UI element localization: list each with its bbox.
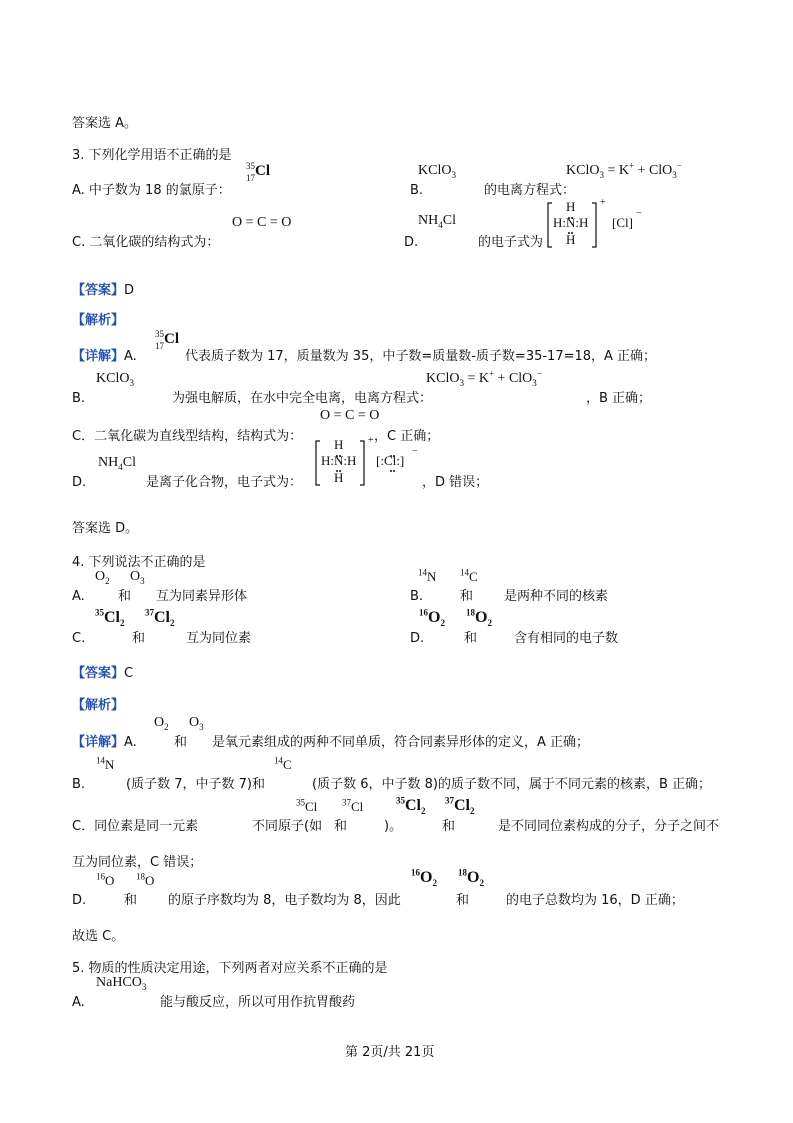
question-5-stem: 5. 物质的性质决定用途，下列两者对应关系不正确的是 — [72, 961, 388, 976]
detail-4c-line2: 互为同位素，C 错误； — [72, 855, 203, 870]
cl37-nuclide: $^{37}$Cl — [342, 797, 364, 814]
detail-4b: B. — [72, 777, 86, 792]
detail-4d: D. — [72, 893, 87, 908]
q4a-and: 和 — [118, 589, 132, 604]
o18-2-formula: $^{18}O_2$ — [466, 607, 492, 629]
c14-nuclide: $^{14}$C — [460, 567, 478, 584]
q4d-and: 和 — [464, 631, 478, 646]
detail-3a: 【详解】A. — [72, 349, 137, 364]
question-4-stem: 4. 下列说法不正确的是 — [72, 555, 206, 570]
kclo3-formula-detail: KClO$_3$ — [96, 371, 134, 388]
detail-4a-body: 是氧元素组成的两种不同单质，符合同素异形体的定义，A 正确； — [212, 735, 590, 750]
detail-3d-body: 是离子化合物，电子式为： — [146, 475, 303, 490]
nh4cl-electron-dot-correct: H H:N:H H + [:Cl:] − — [314, 438, 424, 488]
nh4cl-electron-dot-wrong: H H:N:H H + [Cl] − — [546, 200, 646, 250]
c14-nuclide-detail: $^{14}$C — [274, 755, 292, 772]
q3-option-b: B. — [410, 183, 424, 198]
o16-2-formula: $^{16}O_2$ — [419, 607, 445, 629]
q5-option-a-body: 能与酸反应，所以可用作抗胃酸药 — [160, 995, 356, 1010]
o3-formula: $O_3$ — [130, 569, 145, 586]
nahco3-formula: NaHCO$_3$ — [96, 975, 147, 992]
detail-4d-mid: 的原子序数均为 8，电子数均为 8，因此 — [168, 893, 401, 908]
cl37-2-formula-detail: $^{37}Cl_2$ — [445, 795, 475, 817]
q3-option-b-tail: 的电离方程式： — [484, 183, 576, 198]
q3-option-d-tail: 的电子式为 — [478, 235, 544, 250]
detail-3c: C．二氧化碳为直线型结构，结构式为： — [72, 429, 303, 444]
n14-nuclide-detail: $^{14}$N — [96, 755, 115, 772]
detail-3d: D. — [72, 475, 87, 490]
answer-c-line: 故选 C。 — [72, 929, 125, 944]
q3-option-a: A. 中子数为 18 的氯原子： — [72, 183, 231, 198]
kclo3-ionization-equation: KClO$_3$ = K+ + ClO$_3$− — [566, 160, 682, 180]
detail-3b: B. — [72, 391, 86, 406]
q3-option-c: C. 二氧化碳的结构式为： — [72, 235, 220, 250]
q4a-tail: 互为同素异形体 — [156, 589, 248, 604]
o3-formula-detail: $O_3$ — [189, 715, 204, 732]
answer-4: 【答案】C — [72, 666, 134, 681]
cl35-nuclide: $^{35}$Cl — [296, 797, 318, 814]
q3-option-d: D. — [404, 235, 419, 250]
q4-option-b: B. — [410, 589, 424, 604]
detail-3c-tail: ，C 正确； — [374, 429, 440, 444]
analysis-4-label: 【解析】 — [72, 698, 125, 713]
answer-3: 【答案】D — [72, 283, 135, 298]
detail-4a-and: 和 — [174, 735, 188, 750]
q4c-tail: 互为同位素 — [186, 631, 252, 646]
nh4cl-formula: $NH_4Cl$ — [418, 213, 456, 230]
o16-nuclide: $^{16}$O — [96, 871, 115, 888]
detail-3b-body: 为强电解质，在水中完全电离，电离方程式： — [172, 391, 433, 406]
o2-formula-detail: $O_2$ — [154, 715, 169, 732]
detail-4c-example: 不同原子(如 — [252, 819, 323, 834]
q4b-tail: 是两种不同的核素 — [504, 589, 609, 604]
o18-2-formula-detail: $^{18}O_2$ — [458, 867, 484, 889]
o2-formula: $O_2$ — [95, 569, 110, 586]
q4c-and: 和 — [132, 631, 146, 646]
detail-4b-mid: (质子数 7，中子数 7)和 — [126, 777, 265, 792]
q4-option-a: A. — [72, 589, 85, 604]
q5-option-a: A. — [72, 995, 85, 1010]
co2-structural-formula-detail: O = C = O — [320, 408, 380, 423]
kclo3-ionization-equation-detail: KClO$_3$ = K+ + ClO$_3$− — [426, 368, 542, 388]
cl35-2-formula: $^{35}Cl_2$ — [95, 607, 125, 629]
cl35-2-formula-detail: $^{35}Cl_2$ — [396, 795, 426, 817]
analysis-3-label: 【解析】 — [72, 313, 125, 328]
n14-nuclide: $^{14}$N — [418, 567, 437, 584]
q4-option-c: C. — [72, 631, 86, 646]
answer-a-line: 答案选 A。 — [72, 116, 138, 131]
detail-3b-tail: ，B 正确； — [586, 391, 652, 406]
detail-4c-close: )。 — [384, 819, 403, 834]
question-3-stem: 3. 下列化学用语不正确的是 — [72, 148, 232, 163]
detail-4d-and2: 和 — [456, 893, 470, 908]
q4b-and: 和 — [460, 589, 474, 604]
detail-4d-and: 和 — [124, 893, 138, 908]
o18-nuclide: $^{18}$O — [136, 871, 155, 888]
detail-3d-tail: ，D 错误； — [422, 475, 489, 490]
detail-4d-body: 的电子总数均为 16，D 正确； — [506, 893, 684, 908]
cl37-2-formula: $^{37}Cl_2$ — [145, 607, 175, 629]
detail-4c-and2: 和 — [442, 819, 456, 834]
kclo3-formula: KClO$_3$ — [418, 163, 456, 180]
q4d-tail: 含有相同的电子数 — [514, 631, 619, 646]
detail-3a-body: 代表质子数为 17，质量数为 35，中子数=质量数-质子数=35-17=18，A 正确； — [185, 349, 657, 364]
nh4cl-formula-detail: $NH_4Cl$ — [98, 455, 136, 472]
detail-4b-body: (质子数 6，中子数 8)的质子数不同，属于不同元素的核素，B 正确； — [312, 777, 712, 792]
detail-4c-and: 和 — [334, 819, 348, 834]
o16-2-formula-detail: $^{16}O_2$ — [411, 867, 437, 889]
detail-4c-end: 是不同同位素构成的分子，分子之间不 — [498, 819, 720, 834]
answer-d-line: 答案选 D。 — [72, 521, 139, 536]
detail-4a: 【详解】A. — [72, 735, 137, 750]
q4-option-d: D. — [410, 631, 425, 646]
page-footer: 第 2页/共 21页 — [345, 1045, 435, 1060]
detail-4c-start: C．同位素是同一元素 — [72, 819, 199, 834]
co2-structural-formula: O = C = O — [232, 215, 292, 230]
